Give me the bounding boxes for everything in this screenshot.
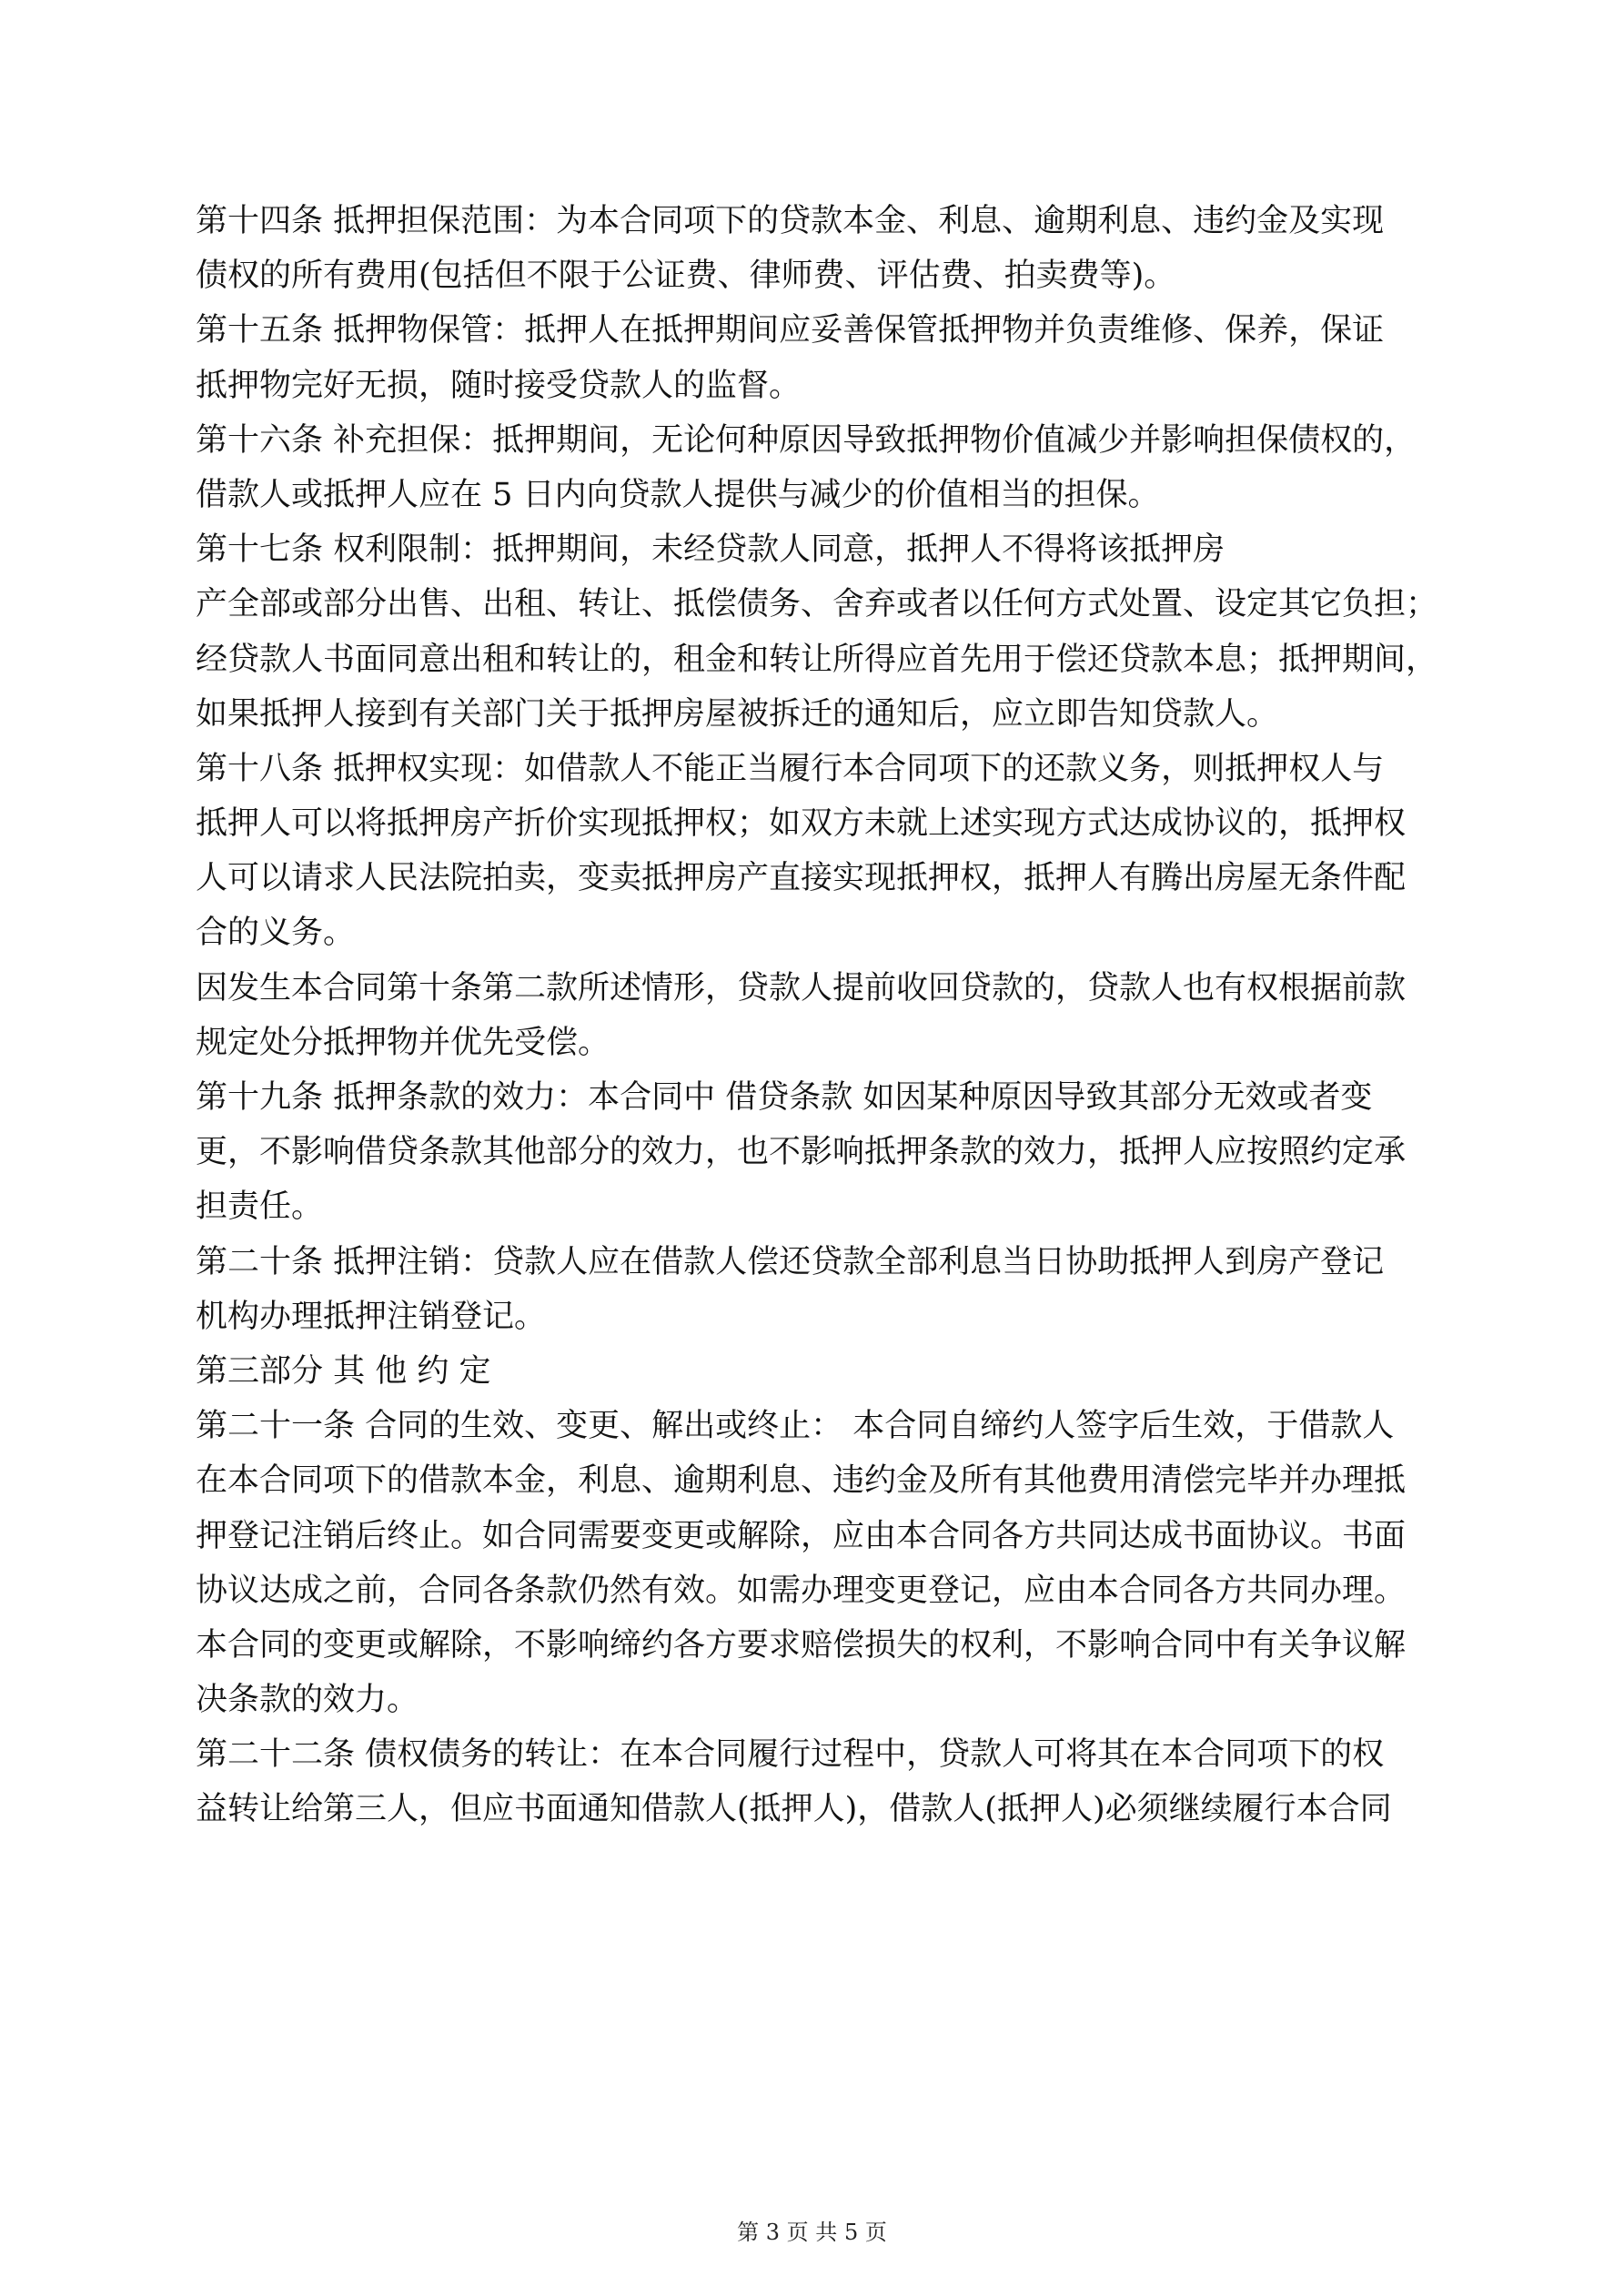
text-line: 第十五条 抵押物保管：抵押人在抵押期间应妥善保管抵押物并负责维修、保养，保证 — [196, 312, 1385, 349]
text-line: 第二十条 抵押注销：贷款人应在借款人偿还贷款全部利息当日协助抵押人到房产登记 — [196, 1243, 1385, 1280]
text-line: 在本合同项下的借款本金，利息、逾期利息、违约金及所有其他费用清偿完毕并办理抵 — [196, 1462, 1407, 1500]
text-line: 第二十一条 合同的生效、变更、解出或终止： 本合同自缔约人签字后生效，于借款人 — [196, 1408, 1395, 1445]
text-line: 第二十二条 债权债务的转让：在本合同履行过程中，贷款人可将其在本合同项下的权 — [196, 1736, 1385, 1774]
text-line: 人可以请求人民法院拍卖，变卖抵押房产直接实现抵押权，抵押人有腾出房屋无条件配 — [196, 860, 1407, 897]
text-line: 第十六条 补充担保：抵押期间，无论何种原因导致抵押物价值减少并影响担保债权的， — [196, 421, 1417, 459]
text-line: 第十九条 抵押条款的效力：本合同中 借贷条款 如因某种原因导致其部分无效或者变 — [196, 1079, 1373, 1116]
text-line: 担责任。 — [196, 1188, 324, 1226]
page-number-footer: 第 3 页 共 5 页 — [737, 2220, 887, 2245]
section-heading: 第三部分 其 他 约 定 — [196, 1352, 491, 1390]
text-line: 第十八条 抵押权实现：如借款人不能正当履行本合同项下的还款义务，则抵押权人与 — [196, 750, 1385, 787]
text-line: 规定处分抵押物并优先受偿。 — [196, 1024, 610, 1061]
text-line: 协议达成之前，合同各条款仍然有效。如需办理变更登记，应由本合同各方共同办理。 — [196, 1572, 1407, 1609]
text-line: 机构办理抵押注销登记。 — [196, 1298, 547, 1335]
text-line: 第十四条 抵押担保范围：为本合同项下的贷款本金、利息、逾期利息、违约金及实现 — [196, 203, 1385, 239]
text-line: 经贷款人书面同意出租和转让的，租金和转让所得应首先用于偿还贷款本息；抵押期间， — [196, 641, 1438, 678]
text-line: 如果抵押人接到有关部门关于抵押房屋被拆迁的通知后，应立即告知贷款人。 — [196, 695, 1279, 733]
text-line: 产全部或部分出售、出租、转让、抵偿债务、舍弃或者以任何方式处置、设定其它负担； — [196, 586, 1438, 623]
text-line: 债权的所有费用(包括但不限于公证费、律师费、评估费、拍卖费等)。 — [196, 258, 1176, 295]
text-line: 合的义务。 — [196, 915, 356, 952]
text-line: 益转让给第三人，但应书面通知借款人(抵押人)，借款人(抵押人)必须继续履行本合同 — [196, 1791, 1392, 1828]
text-line: 借款人或抵押人应在 5 日内向贷款人提供与减少的价值相当的担保。 — [196, 476, 1160, 513]
text-line: 第十七条 权利限制：抵押期间，未经贷款人同意，抵押人不得将该抵押房 — [196, 531, 1226, 569]
text-line: 因发生本合同第十条第二款所述情形，贷款人提前收回贷款的，贷款人也有权根据前款 — [196, 969, 1407, 1006]
text-line: 抵押物完好无损，随时接受贷款人的监督。 — [196, 367, 802, 404]
text-line: 本合同的变更或解除，不影响缔约各方要求赔偿损失的权利，不影响合同中有关争议解 — [196, 1626, 1407, 1664]
text-line: 押登记注销后终止。如合同需要变更或解除，应由本合同各方共同达成书面协议。书面 — [196, 1517, 1407, 1554]
text-line: 更，不影响借贷条款其他部分的效力，也不影响抵押条款的效力，抵押人应按照约定承 — [196, 1134, 1407, 1171]
document-body — [196, 194, 1444, 1837]
text-line: 抵押人可以将抵押房产折价实现抵押权；如双方未就上述实现方式达成协议的，抵押权 — [196, 805, 1407, 843]
text-line: 决条款的效力。 — [196, 1682, 419, 1719]
